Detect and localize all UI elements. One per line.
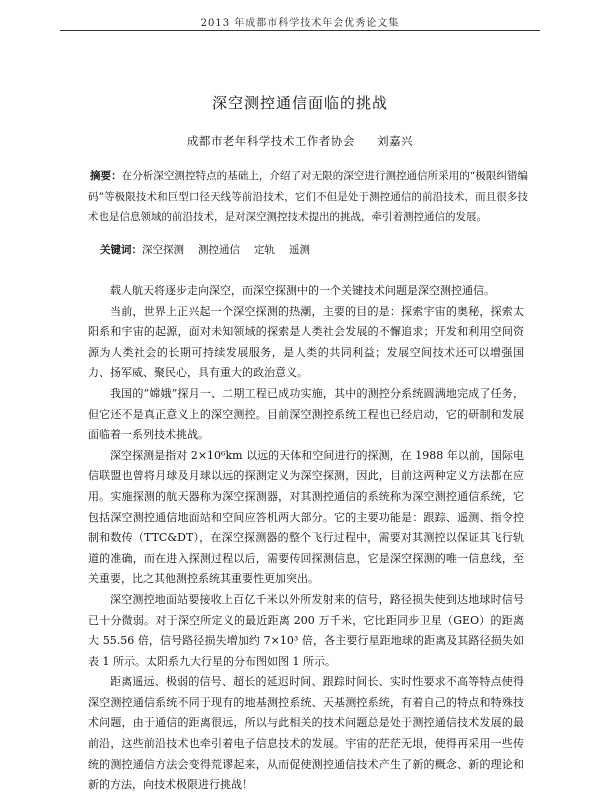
running-header: 2013 年成都市科学技术年会优秀论文集 xyxy=(200,18,400,29)
body-paragraph: 我国的“嫦娥”探月一、二期工程已成功实施，其中的测控分系统圆满地完成了任务，但它还不是真正意义上的深空测控。目前深空测控系统工程也已经启动，它的研制和发展面临着一系列技术挑战。 xyxy=(88,386,524,442)
body-paragraph: 距离遥远、极弱的信号、超长的延迟时间、跟踪时间长、实时性要求不高等特点使得深空测控通信系统不同于现有的地基测控系统、天基测控系统，有着自己的特点和特殊技术问题，由于通信的距离很远，所以与此相关的技术问题总是处于测控通信技术发展的最前沿，这些前沿技术也牵引着电子信息技术的发展。宇宙的茫茫无垠，使得再采用一些传统的测控通信方法会变得荒谬起来，从而促使测控通信技术产生了新的概念、新的理论和新的方法，向技术极限进行挑战！ xyxy=(88,675,524,792)
keyword-item: 遥测 xyxy=(289,244,310,256)
author-organization: 成都市老年科学技术工作者协会 xyxy=(186,134,355,148)
abstract xyxy=(88,166,528,228)
byline xyxy=(0,133,600,149)
body-paragraph: 深空探测是指对 2×10⁶km 以远的天体和空间进行的探测，在 1988 年以前，国际电信联盟也曾将月球及月球以远的探测定义为深空探测，因此，目前这两种定义方法都在应用。实施探测的航天器称为深空探测器，对其测控通信的系统称为深空测控通信系统，它包括深空测控通信地面站和空间应答机两大部分。它的主要功能是：跟踪、遥测、指令控制和数传（TTC&DT），在深空探测器的整个飞行过程中，需要对其测控以保证其飞行轨道的准确，而在进入探测过程以后，需要传回探测信息，它是深空探测的唯一信息线，至关重要，比之其他测控系统其重要性更加突出。 xyxy=(88,448,524,586)
keyword-item: 测控通信 xyxy=(198,244,240,256)
abstract-text: 在分析深空测控特点的基础上，介绍了对无限的深空进行测控通信所采用的“极限纠错编码”等极限技术和巨型口径天线等前沿技术，它们不但是处于测控通信的前沿技术，而且很多技术也是信息领域的前沿技术，是对深空测控技术提出的挑战，牵引着测控通信的发展。 xyxy=(88,170,528,223)
author-name: 刘嘉兴 xyxy=(377,134,414,148)
body-text xyxy=(88,281,524,796)
keywords xyxy=(100,242,528,257)
body-paragraph: 深空测控地面站要接收上百亿千米以外所发射来的信号，路径损失使到达地球时信号已十分微弱。对于深空所定义的最近距离 200 万千米，它比距同步卫星（GEO）的距离大 55.56 倍，信号路径损失增加约 7×10³ 倍，各主要行星距地球的距离及其路径损失如表 1 所示。太阳系九大行星的分布图如图 1 所示。 xyxy=(88,592,524,668)
abstract-label: 摘要： xyxy=(90,170,122,182)
keyword-item: 深空探测 xyxy=(142,244,184,256)
paper-title: 深空测控通信面临的挑战 xyxy=(211,94,388,112)
body-paragraph: 当前，世界上正兴起一个深空探测的热潮，主要的目的是：探索宇宙的奥秘，探索太阳系和宇宙的起源，面对未知领域的探索是人类社会发展的不懈追求；开发和利用空间资源为人类社会的长期可持续发展服务，是人类的共同利益；发展空间技术还可以增强国力、扬军威、聚民心，具有重大的政治意义。 xyxy=(88,304,524,380)
keywords-label: 关键词： xyxy=(100,244,142,256)
header-rule xyxy=(60,30,540,31)
keyword-item: 定轨 xyxy=(254,244,275,256)
body-paragraph: 载人航天将逐步走向深空，而深空探测中的一个关键技术问题是深空测控通信。 xyxy=(110,284,495,297)
